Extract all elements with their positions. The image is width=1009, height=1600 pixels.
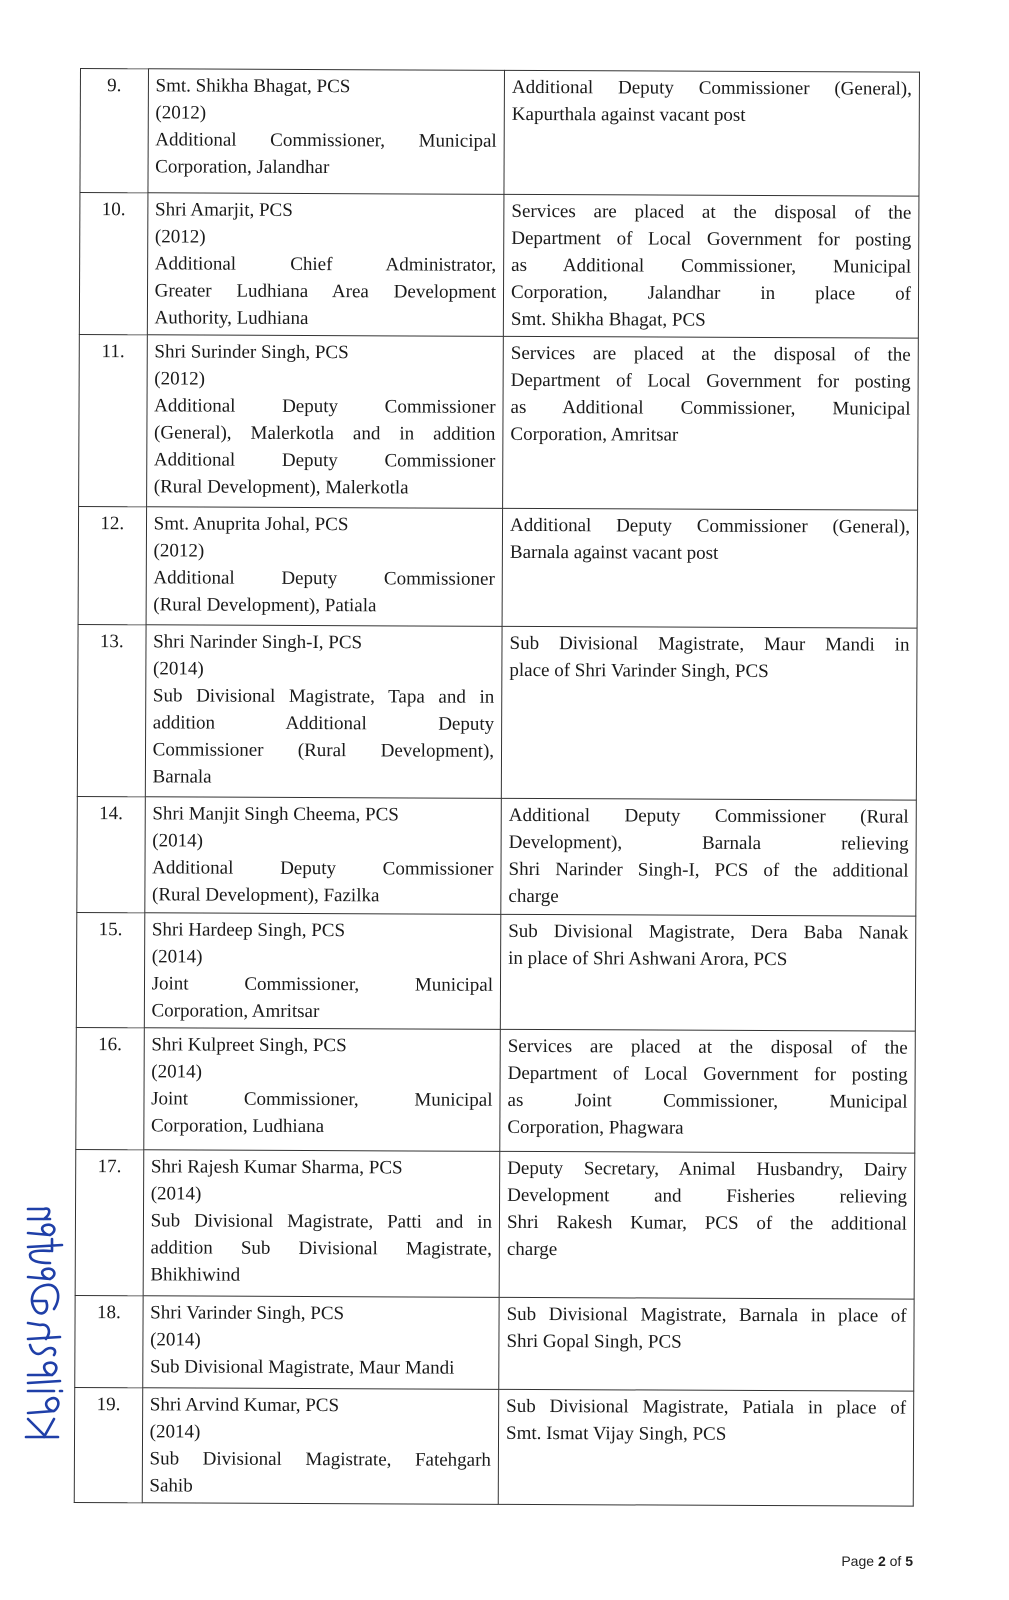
posting-detail-line: charge <box>508 885 559 908</box>
officer-detail-line: (2014) <box>152 830 203 852</box>
serial-number-cell: 11. <box>79 334 147 506</box>
officer-detail-line: (2014) <box>150 1183 202 1205</box>
officer-details-cell <box>142 1296 499 1390</box>
transfer-postings-table <box>74 68 920 1507</box>
posting-detail-line: Smt. Ismat Vijay Singh, PCS <box>506 1422 727 1445</box>
new-posting-cell <box>498 1389 913 1506</box>
handwritten-signature <box>14 1205 76 1445</box>
posting-detail-line: Corporation, Jalandhar in place of <box>511 281 912 305</box>
posting-detail-line: Development), Barnala relieving <box>508 831 909 855</box>
posting-detail-line: Department of Local Government for posting <box>507 1062 908 1086</box>
table-row <box>76 1027 916 1153</box>
posting-detail-line: Services are placed at the disposal of the <box>510 342 911 366</box>
officer-detail-line: Smt. Anuprita Johal, PCS <box>153 513 349 536</box>
posting-detail-line: Shri Gopal Singh, PCS <box>506 1330 682 1353</box>
officer-detail-line: Sub Divisional Magistrate, Maur Mandi <box>149 1356 455 1379</box>
new-posting-cell <box>499 1151 915 1299</box>
officer-detail-line: Shri Manjit Singh Cheema, PCS <box>152 803 399 826</box>
serial-number-cell: 18. <box>75 1295 143 1387</box>
officer-detail-line: (2012) <box>155 102 207 124</box>
new-posting-cell <box>503 336 919 510</box>
serial-number-cell: 10. <box>79 193 147 335</box>
new-posting-cell <box>500 914 915 1031</box>
posting-detail-line: Additional Deputy Commissioner (General), <box>509 514 911 538</box>
posting-detail-line: as Additional Commissioner, Municipal <box>511 254 912 278</box>
table-row <box>80 69 920 197</box>
officer-detail-line: Shri Varinder Singh, PCS <box>150 1302 345 1325</box>
posting-detail-line: Services are placed at the disposal of the <box>511 200 912 224</box>
officer-details-cell <box>144 913 501 1030</box>
officer-detail-line: Corporation, Amritsar <box>151 1000 320 1023</box>
posting-detail-line: Services are placed at the disposal of the <box>507 1035 908 1059</box>
table-row <box>78 506 918 628</box>
officer-detail-line: Authority, Ludhiana <box>154 307 309 329</box>
officer-detail-line: Additional Deputy Commissioner <box>153 449 496 472</box>
officer-details-cell <box>144 797 501 915</box>
posting-detail-line: Shri Rakesh Kumar, PCS of the additional <box>506 1211 908 1235</box>
officer-detail-line: Bhikhiwind <box>150 1264 241 1286</box>
officer-detail-line: Additional Deputy Commissioner <box>153 567 495 590</box>
officer-detail-line: addition Additional Deputy <box>152 712 495 735</box>
posting-detail-line: Development and Fisheries relieving <box>507 1184 908 1208</box>
posting-detail-line: Department of Local Government for posting <box>510 369 911 393</box>
serial-number-cell: 12. <box>78 506 146 624</box>
table-row <box>77 624 917 800</box>
table-row <box>75 1295 914 1391</box>
officer-details-cell <box>147 193 504 337</box>
total-pages: 5 <box>905 1553 913 1569</box>
officer-detail-line: (2012) <box>154 226 206 248</box>
new-posting-cell <box>503 194 919 338</box>
posting-detail-line: Department of Local Government for posting <box>511 227 912 251</box>
officer-detail-line: addition Sub Divisional Magistrate, <box>150 1237 492 1260</box>
table-row <box>77 796 916 916</box>
officer-details-cell <box>148 69 505 195</box>
posting-detail-line: Sub Divisional Magistrate, Dera Baba Nanak <box>508 920 909 944</box>
page-number-footer: Page 2 of 5 <box>841 1553 913 1569</box>
officer-detail-line: Barnala <box>152 766 212 788</box>
officer-detail-line: Shri Rajesh Kumar Sharma, PCS <box>150 1156 403 1179</box>
posting-detail-line: as Joint Commissioner, Municipal <box>507 1089 908 1113</box>
officer-detail-line: Additional Chief Administrator, <box>154 253 497 276</box>
serial-number-cell: 19. <box>74 1387 142 1502</box>
officer-detail-line: Corporation, Ludhiana <box>150 1115 325 1138</box>
posting-detail-line: Sub Divisional Magistrate, Barnala in place of <box>506 1303 907 1327</box>
officer-detail-line: Shri Amarjit, PCS <box>154 199 293 221</box>
officer-detail-line: Sahib <box>149 1475 193 1497</box>
officer-detail-line: Corporation, Jalandhar <box>155 156 330 179</box>
new-posting-cell <box>499 1297 914 1391</box>
new-posting-cell <box>504 70 920 196</box>
officer-details-cell <box>142 1388 499 1505</box>
officer-detail-line: Smt. Shikha Bhagat, PCS <box>155 75 351 98</box>
posting-detail-line: Barnala against vacant post <box>509 541 719 564</box>
posting-detail-line: Sub Divisional Magistrate, Patiala in place of <box>506 1395 907 1419</box>
officer-details-cell <box>143 1150 500 1298</box>
posting-detail-line: Additional Deputy Commissioner (General), <box>511 76 912 100</box>
table-row <box>75 1149 915 1299</box>
officer-details-cell <box>146 507 503 627</box>
posting-detail-line: Smt. Shikha Bhagat, PCS <box>510 308 706 331</box>
officer-detail-line: Shri Surinder Singh, PCS <box>154 341 349 364</box>
posting-detail-line: as Additional Commissioner, Municipal <box>510 396 911 420</box>
table-body <box>74 69 919 1507</box>
officer-detail-line: Additional Deputy Commissioner <box>152 857 494 880</box>
officer-details-cell <box>143 1028 500 1152</box>
officer-detail-line: (Rural Development), Malerkotla <box>153 476 409 499</box>
officer-detail-line: (2014) <box>149 1421 201 1443</box>
officer-detail-line: (2014) <box>152 658 204 680</box>
new-posting-cell <box>501 626 917 800</box>
new-posting-cell <box>501 798 916 916</box>
serial-number-cell: 13. <box>77 624 145 796</box>
posting-detail-line: Kapurthala against vacant post <box>511 103 746 126</box>
posting-detail-line: in place of Shri Ashwani Arora, PCS <box>508 947 788 971</box>
posting-detail-line: place of Shri Varinder Singh, PCS <box>509 659 769 683</box>
officer-detail-line: Sub Divisional Magistrate, Patti and in <box>150 1210 493 1233</box>
officer-detail-line: Sub Divisional Magistrate, Fatehgarh <box>149 1448 492 1471</box>
officer-detail-line: Shri Narinder Singh-I, PCS <box>153 631 363 654</box>
serial-number-cell: 16. <box>76 1027 144 1149</box>
officer-detail-line: Shri Kulpreet Singh, PCS <box>151 1034 347 1057</box>
posting-detail-line: Additional Deputy Commissioner (Rural <box>508 804 909 828</box>
officer-detail-line: (2012) <box>154 368 205 390</box>
officer-detail-line: Sub Divisional Magistrate, Tapa and in <box>152 685 495 708</box>
new-posting-cell <box>500 1029 915 1153</box>
officer-detail-line: Additional Deputy Commissioner <box>154 395 496 418</box>
officer-details-cell <box>146 335 503 509</box>
officer-detail-line: (2014) <box>151 946 203 968</box>
posting-detail-line: Corporation, Amritsar <box>510 423 679 446</box>
officer-detail-line: Commissioner (Rural Development), <box>152 739 495 762</box>
current-page: 2 <box>877 1553 886 1569</box>
posting-detail-line: Corporation, Phagwara <box>507 1116 684 1139</box>
officer-detail-line: Additional Commissioner, Municipal <box>155 129 497 152</box>
officer-detail-line: Shri Hardeep Singh, PCS <box>151 919 346 942</box>
posting-detail-line: Sub Divisional Magistrate, Maur Mandi in <box>509 632 910 656</box>
new-posting-cell <box>502 508 917 628</box>
officer-detail-line: Joint Commissioner, Municipal <box>151 1088 493 1111</box>
posting-detail-line: Deputy Secretary, Animal Husbandry, Dairy <box>507 1157 908 1181</box>
posting-detail-line: Shri Narinder Singh-I, PCS of the additional <box>508 858 909 882</box>
officer-detail-line: Joint Commissioner, Municipal <box>151 973 494 996</box>
serial-number-cell: 9. <box>80 69 148 193</box>
officer-details-cell <box>145 625 502 799</box>
officer-detail-line: (Rural Development), Fazilka <box>151 884 380 907</box>
officer-detail-line: (2012) <box>153 540 205 562</box>
officer-detail-line: (2014) <box>151 1061 202 1083</box>
table-row <box>74 1387 913 1506</box>
table-row <box>79 334 919 510</box>
officer-detail-line: (Rural Development), Patiala <box>153 594 377 617</box>
officer-detail-line: Shri Arvind Kumar, PCS <box>149 1394 340 1417</box>
serial-number-cell: 15. <box>76 912 144 1027</box>
officer-detail-line: (2014) <box>150 1329 201 1351</box>
serial-number-cell: 14. <box>77 796 145 912</box>
officer-detail-line: (General), Malerkotla and in addition <box>154 422 496 445</box>
table-row <box>79 193 919 339</box>
officer-detail-line: Greater Ludhiana Area Development <box>154 280 497 303</box>
table-row <box>76 912 915 1031</box>
serial-number-cell: 17. <box>75 1149 143 1295</box>
posting-detail-line: charge <box>506 1238 558 1261</box>
